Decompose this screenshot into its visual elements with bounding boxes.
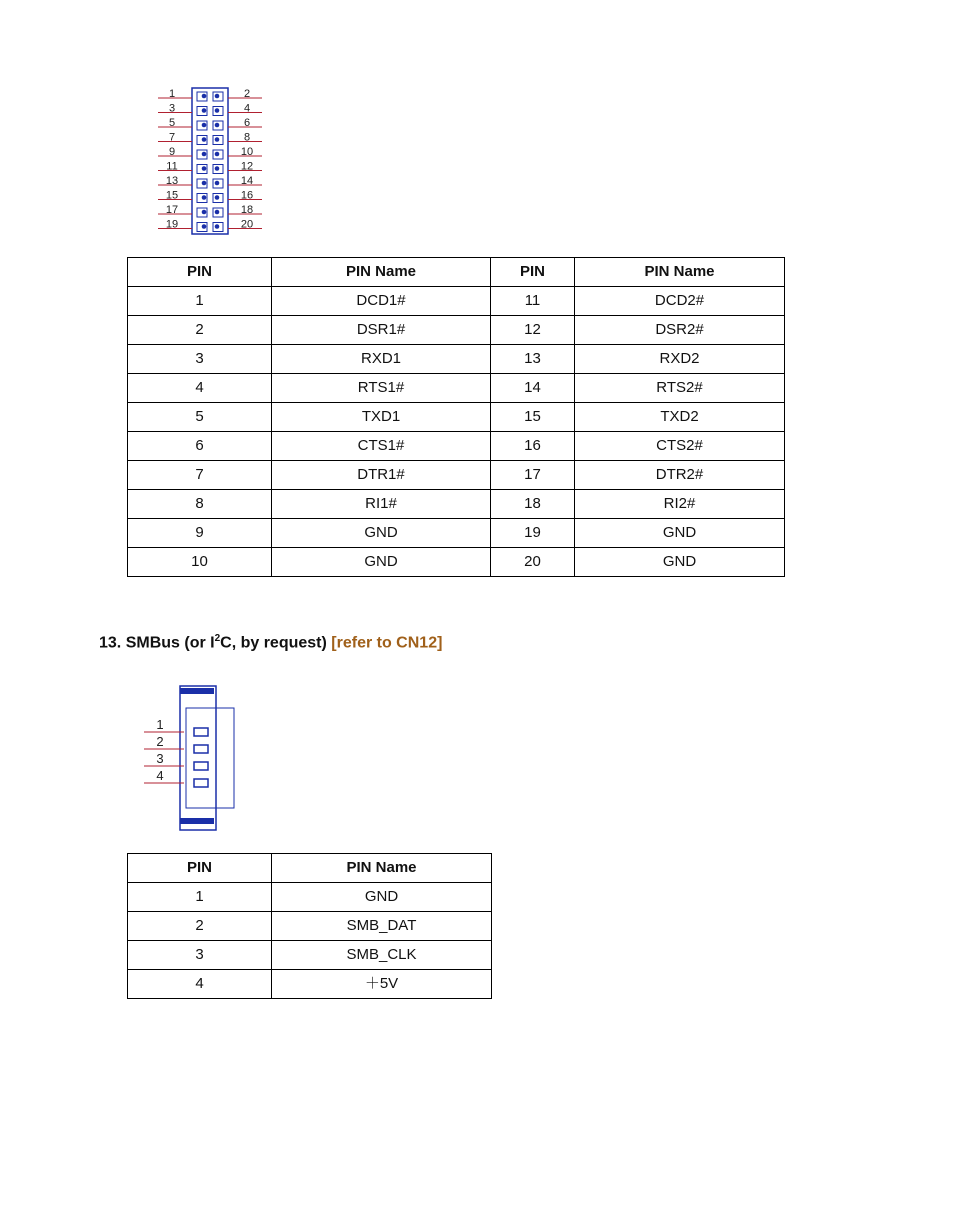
table-row [128, 490, 785, 519]
pin-dot [202, 94, 207, 99]
pin-label: 4 [243, 102, 251, 115]
header-pin-name: PIN Name [272, 854, 492, 883]
smbus-pin-table [127, 853, 492, 999]
pin-number: 3 [128, 345, 272, 374]
pin-number: 2 [128, 316, 272, 345]
pin-dot [202, 224, 207, 229]
pin-name: TXD2 [575, 403, 785, 432]
pin-label: 17 [165, 204, 179, 216]
heading-superscript: 2 [214, 633, 221, 644]
pin-name: RTS1# [272, 374, 491, 403]
pin-number: 3 [128, 941, 272, 970]
pin-label: 10 [240, 146, 254, 158]
header-pin: PIN [128, 854, 272, 883]
table-header-row [128, 854, 492, 883]
pin-number: 4 [128, 374, 272, 403]
smbus-connector-body [144, 686, 234, 830]
header-pin-name: PIN Name [272, 258, 491, 287]
pin-dot [202, 152, 207, 157]
pin-name: CTS1# [272, 432, 491, 461]
pin-name: TXD1 [272, 403, 491, 432]
table-row [128, 403, 785, 432]
pin-number: 9 [128, 519, 272, 548]
pin-dot [215, 152, 220, 157]
pin-pad [194, 728, 208, 736]
pin-number: 2 [128, 912, 272, 941]
pin-label: 8 [243, 131, 251, 144]
pin-number: 12 [491, 316, 575, 345]
header-pin: PIN [491, 258, 575, 287]
pin-dot [202, 137, 207, 142]
pin-label: 20 [240, 218, 254, 231]
pin-dot [215, 210, 220, 215]
table-row [128, 519, 785, 548]
pin-pad [194, 762, 208, 770]
pin-pad [194, 779, 208, 787]
pin-label: 14 [240, 175, 254, 187]
pin-label: 2 [156, 734, 164, 749]
table-row [128, 287, 785, 316]
pin-number: 16 [491, 432, 575, 461]
pin-name: RTS2# [575, 374, 785, 403]
pin-name: DCD2# [575, 287, 785, 316]
pin-label: 5 [168, 117, 176, 129]
pin-number: 15 [491, 403, 575, 432]
pin-number: 18 [491, 490, 575, 519]
pin-number: 20 [491, 548, 575, 577]
heading-reference: [refer to CN12] [331, 634, 443, 652]
section-heading-smbus [99, 633, 442, 652]
connector-housing [186, 708, 234, 808]
pin-dot [202, 181, 207, 186]
pin-name: DCD1# [272, 287, 491, 316]
pin-dot [215, 224, 220, 229]
table-row [128, 912, 492, 941]
pin-number: 6 [128, 432, 272, 461]
pin-label: 15 [165, 189, 179, 202]
pin-dot [202, 166, 207, 171]
pin-name: RI2# [575, 490, 785, 519]
pin-name: ＋5V [272, 970, 492, 999]
pin-label: 3 [156, 751, 164, 766]
pin-label: 7 [168, 131, 176, 144]
pin-dot [215, 108, 220, 113]
pin-name: GND [272, 883, 492, 912]
pin-number: 14 [491, 374, 575, 403]
pin-name: DTR1# [272, 461, 491, 490]
pin-dot [215, 181, 220, 186]
pin-label: 11 [166, 160, 178, 173]
table-row [128, 970, 492, 999]
pin-label: 13 [165, 175, 179, 187]
latch-bottom [180, 818, 214, 824]
pin-label: 3 [168, 102, 176, 115]
pin-name: RXD1 [272, 345, 491, 374]
pin-pad [194, 745, 208, 753]
pin-label: 4 [156, 768, 164, 783]
serial-header-connector-diagram [150, 80, 270, 240]
heading-text-end: C, by request) [220, 634, 327, 652]
pin-number: 17 [491, 461, 575, 490]
pin-label: 6 [243, 117, 251, 129]
pin-label: 18 [240, 204, 254, 216]
pin-number: 1 [128, 883, 272, 912]
latch-top [180, 688, 214, 694]
pin-number: 13 [491, 345, 575, 374]
pin-name: GND [575, 519, 785, 548]
table-row [128, 316, 785, 345]
pin-dot [215, 137, 220, 142]
header-pin: PIN [128, 258, 272, 287]
pin-dot [215, 166, 220, 171]
pin-name: RI1# [272, 490, 491, 519]
pin-number: 11 [491, 287, 575, 316]
pin-number: 4 [128, 970, 272, 999]
pin-number: 7 [128, 461, 272, 490]
pin-label: 1 [168, 88, 176, 100]
pin-dot [202, 195, 207, 200]
table-header-row [128, 258, 785, 287]
pin-label: 9 [168, 146, 176, 158]
pin-name: SMB_CLK [272, 941, 492, 970]
pin-label: 2 [243, 88, 251, 100]
pin-name: SMB_DAT [272, 912, 492, 941]
pin-name: DSR2# [575, 316, 785, 345]
pin-name: GND [272, 519, 491, 548]
pin-name: RXD2 [575, 345, 785, 374]
table-row [128, 345, 785, 374]
table-row [128, 374, 785, 403]
pin-number: 19 [491, 519, 575, 548]
table-row [128, 548, 785, 577]
table-row [128, 883, 492, 912]
table-row [128, 461, 785, 490]
pin-name: DSR1# [272, 316, 491, 345]
header-body [158, 88, 262, 234]
pin-name: CTS2# [575, 432, 785, 461]
pin-name: GND [272, 548, 491, 577]
pin-dot [215, 195, 220, 200]
pin-dot [202, 210, 207, 215]
pin-dot [215, 123, 220, 128]
pin-number: 5 [128, 403, 272, 432]
smbus-connector-diagram [140, 682, 240, 834]
pin-label: 19 [165, 218, 179, 231]
pin-label: 16 [240, 189, 254, 202]
pin-number: 8 [128, 490, 272, 519]
pin-label: 1 [156, 717, 164, 732]
serial-pin-table [127, 257, 785, 577]
pin-dot [215, 94, 220, 99]
heading-text: 13. SMBus (or I [99, 634, 215, 652]
table-row [128, 432, 785, 461]
table-row [128, 941, 492, 970]
pin-number: 10 [128, 548, 272, 577]
pin-name: GND [575, 548, 785, 577]
pin-dot [202, 108, 207, 113]
header-pin-name: PIN Name [575, 258, 785, 287]
pin-dot [202, 123, 207, 128]
pin-name: DTR2# [575, 461, 785, 490]
pin-number: 1 [128, 287, 272, 316]
pin-label: 12 [240, 160, 254, 173]
